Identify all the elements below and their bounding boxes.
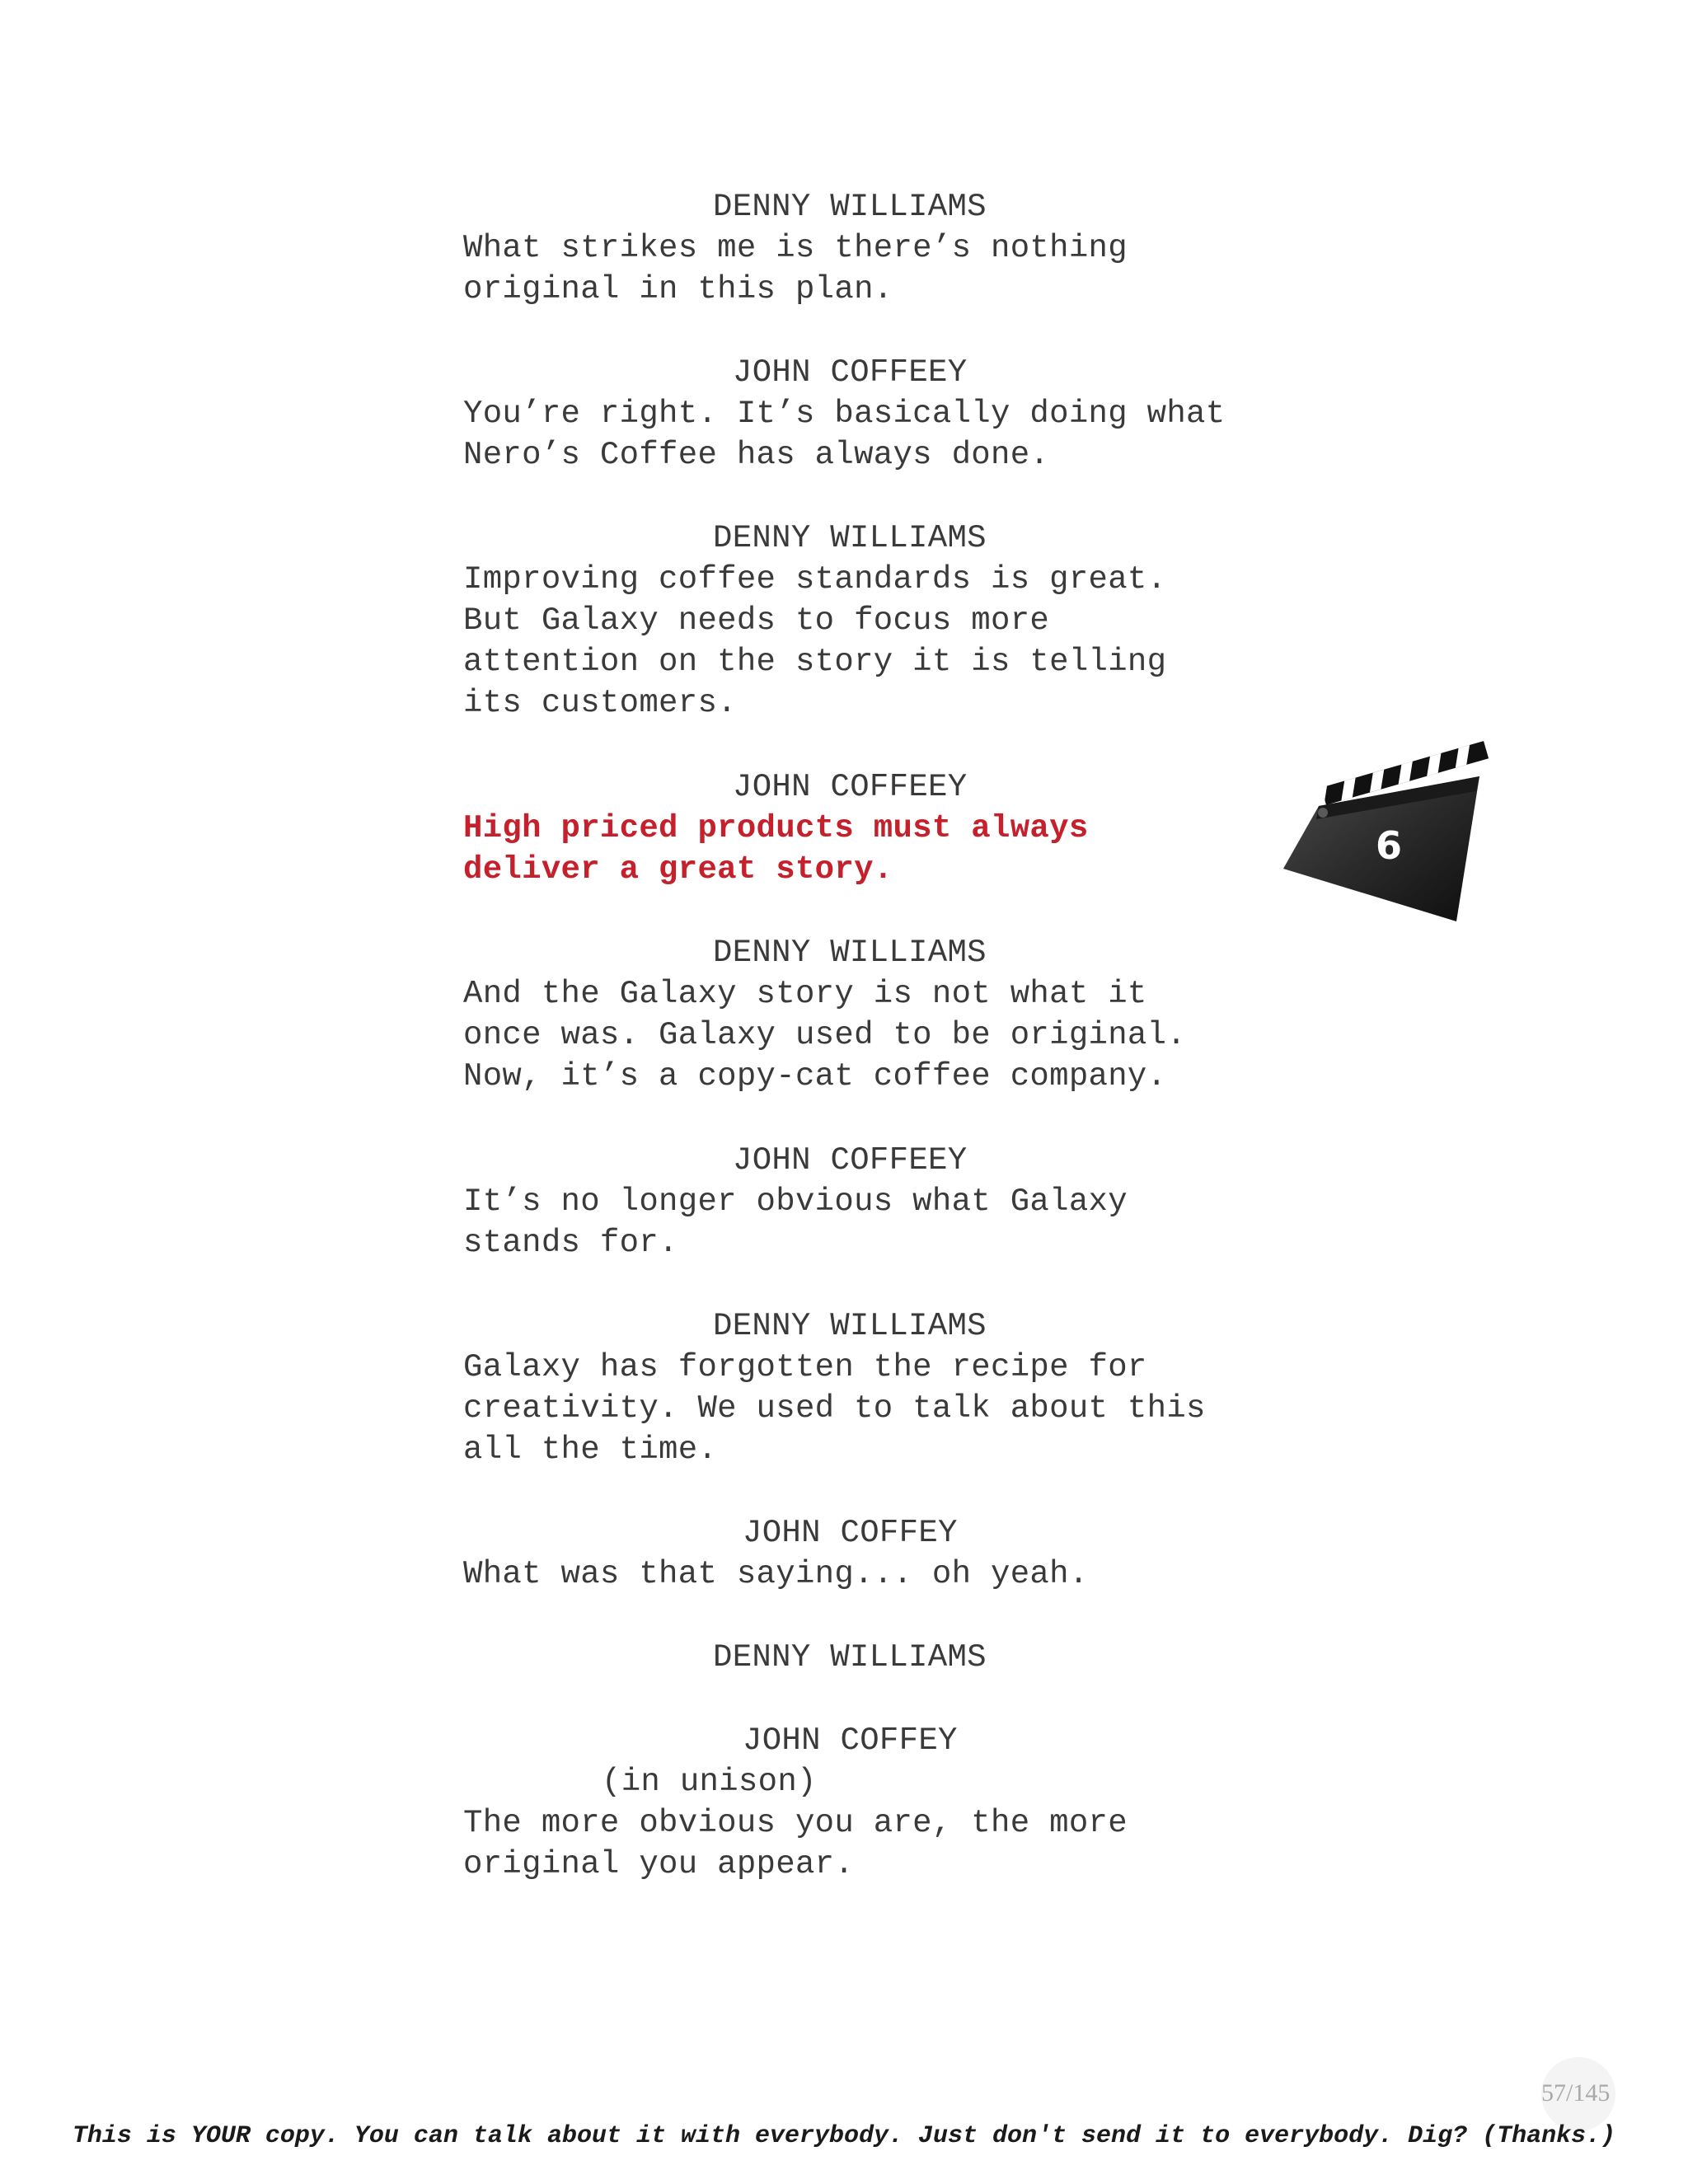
- character-name: DENNY WILLIAMS: [713, 1308, 987, 1344]
- dialogue-line: You’re right. It’s basically doing what: [463, 396, 1226, 432]
- character-name: DENNY WILLIAMS: [713, 520, 987, 556]
- character-name: JOHN COFFEEY: [733, 1142, 968, 1179]
- dialogue-line: creativity. We used to talk about this: [463, 1390, 1206, 1427]
- character-name: JOHN COFFEY: [743, 1722, 958, 1759]
- dialogue-line: original in this plan.: [463, 271, 893, 307]
- dialogue-line: Nero’s Coffee has always done.: [463, 437, 1050, 473]
- character-name: DENNY WILLIAMS: [713, 935, 987, 971]
- dialogue-line: Now, it’s a copy-cat coffee company.: [463, 1058, 1167, 1094]
- character-name: DENNY WILLIAMS: [713, 189, 987, 225]
- character-name: JOHN COFFEEY: [733, 769, 968, 805]
- character-name: JOHN COFFEY: [743, 1515, 958, 1551]
- dialogue-line: What was that saying... oh yeah.: [463, 1556, 1089, 1592]
- clapperboard-number: 6: [1375, 823, 1403, 868]
- dialogue-line: But Galaxy needs to focus more: [463, 602, 1050, 639]
- dialogue-line: attention on the story it is telling: [463, 644, 1167, 680]
- page-number: 57/145: [1541, 2079, 1611, 2107]
- dialogue-line: its customers.: [463, 685, 737, 721]
- dialogue-line: stands for.: [463, 1225, 678, 1261]
- dialogue-line: What strikes me is there’s nothing: [463, 230, 1128, 266]
- highlighted-dialogue-line: High priced products must always: [463, 810, 1089, 846]
- dialogue-line: all the time.: [463, 1432, 718, 1468]
- parenthetical: (in unison): [602, 1764, 817, 1800]
- dialogue-line: original you appear.: [463, 1846, 855, 1882]
- footer-notice: This is YOUR copy. You can talk about it with everybody. Just don't send it to everybody. Dig? (Thanks.): [72, 2122, 1616, 2150]
- clapperboard-icon: [1273, 733, 1496, 931]
- highlighted-dialogue-line: deliver a great story.: [463, 851, 893, 888]
- character-name: JOHN COFFEEY: [733, 354, 968, 391]
- dialogue-line: Galaxy has forgotten the recipe for: [463, 1349, 1147, 1385]
- dialogue-line: It’s no longer obvious what Galaxy: [463, 1183, 1128, 1220]
- dialogue-line: once was. Galaxy used to be original.: [463, 1017, 1187, 1053]
- character-name: DENNY WILLIAMS: [713, 1639, 987, 1675]
- dialogue-line: Improving coffee standards is great.: [463, 561, 1167, 598]
- dialogue-line: And the Galaxy story is not what it: [463, 976, 1147, 1012]
- dialogue-line: The more obvious you are, the more: [463, 1805, 1128, 1841]
